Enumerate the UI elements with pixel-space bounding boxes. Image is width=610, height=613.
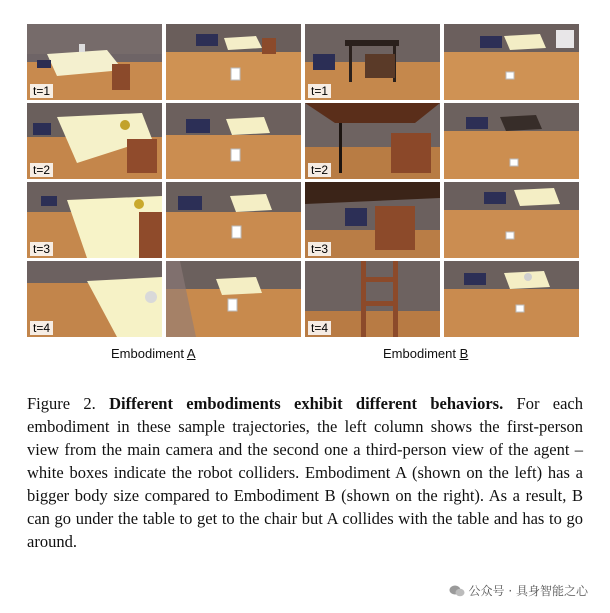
time-step-label: t=3: [308, 242, 331, 256]
time-step-label: t=1: [30, 84, 53, 98]
first-person-view: [305, 103, 440, 179]
trajectory-row: [27, 24, 301, 100]
scene-image: [166, 24, 301, 100]
embodiment-a-label: [111, 346, 196, 361]
scene-image: [444, 182, 579, 258]
scene-image: [444, 103, 579, 179]
time-step-label: t=2: [308, 163, 331, 177]
trajectory-row: [305, 24, 579, 100]
scene-image: [166, 103, 301, 179]
trajectory-row: [27, 103, 301, 179]
scene-image: [444, 261, 579, 337]
embodiment-label-text: Embodiment: [111, 346, 187, 361]
caption-title: Different embodiments exhibit different behaviors.: [109, 394, 504, 413]
embodiment-letter: B: [459, 346, 469, 361]
embodiment-b-label: [383, 346, 468, 361]
trajectory-row: [305, 103, 579, 179]
time-step-label: t=4: [30, 321, 53, 335]
caption-prefix: Figure 2.: [27, 394, 96, 413]
third-person-view: [166, 261, 301, 337]
first-person-view: [27, 261, 162, 337]
trajectory-row: [27, 261, 301, 337]
time-step-label: t=2: [30, 163, 53, 177]
third-person-view: [444, 24, 579, 100]
trajectory-row: [27, 182, 301, 258]
watermark: [449, 582, 588, 599]
third-person-view: [444, 261, 579, 337]
first-person-view: [305, 182, 440, 258]
third-person-view: [444, 182, 579, 258]
trajectory-row: [305, 182, 579, 258]
third-person-view: [444, 103, 579, 179]
time-step-label: t=3: [30, 242, 53, 256]
wechat-icon: [449, 585, 465, 597]
first-person-view: [27, 103, 162, 179]
first-person-view: [305, 261, 440, 337]
caption-body: For each embodiment in these sample trajectories, the left column shows the first-person view from the main camera and the second one a third-person view of the agent –white boxes indicate the robot colliders. Embodiment A (shown on the left) has a bigger body size compared to Embodiment B (shown on the right). As a result, B can go under the table to get to the chair but A collides with the table and has to go around.: [27, 394, 583, 551]
time-step-label: t=1: [308, 84, 331, 98]
trajectory-row: [305, 261, 579, 337]
first-person-view: [305, 24, 440, 100]
first-person-view: [27, 24, 162, 100]
scene-image: [166, 182, 301, 258]
watermark-text: 公众号 · 具身智能之心: [468, 584, 588, 598]
third-person-view: [166, 103, 301, 179]
time-step-label: t=4: [308, 321, 331, 335]
figure-caption: [27, 392, 583, 553]
embodiment-a-panel: [27, 24, 301, 338]
embodiment-label-text: Embodiment: [383, 346, 460, 361]
scene-image: [166, 261, 301, 337]
third-person-view: [166, 24, 301, 100]
first-person-view: [27, 182, 162, 258]
third-person-view: [166, 182, 301, 258]
scene-image: [444, 24, 579, 100]
embodiment-b-panel: [305, 24, 579, 338]
embodiment-letter: A: [186, 346, 196, 361]
